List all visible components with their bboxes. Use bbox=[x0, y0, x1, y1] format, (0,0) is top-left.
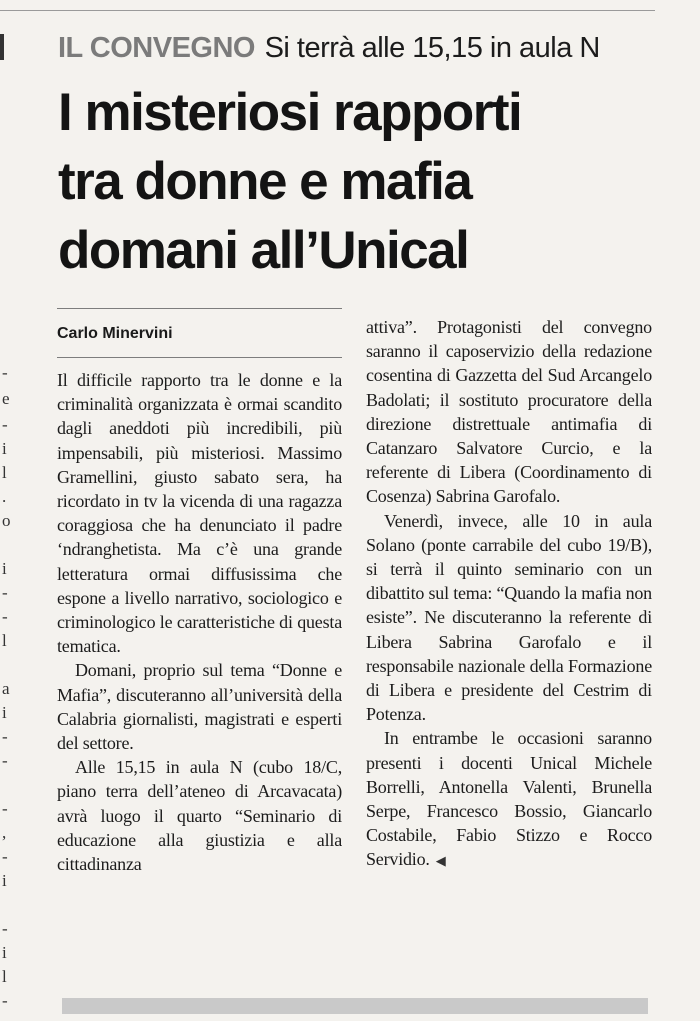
author-rule bbox=[57, 308, 342, 309]
fragment: e bbox=[2, 389, 10, 408]
fragment: l bbox=[2, 463, 7, 482]
bottom-band bbox=[62, 998, 648, 1014]
fragment: i bbox=[2, 559, 7, 578]
article-column-1 bbox=[57, 308, 342, 876]
kicker-subtitle: Si terrà alle 15,15 in aula N bbox=[264, 32, 600, 64]
paragraph-text: In entrambe le occasioni saranno presenti i docenti Unical Michele Borrelli, Antonella Valenti, Brunella Serpe, Francesco Bossio, Giancarlo Costabile, Fabio Stizzo e Rocco Servidio. bbox=[366, 728, 652, 870]
adjacent-column-bar bbox=[0, 34, 4, 60]
fragment: l bbox=[2, 631, 7, 650]
paragraph: Domani, proprio sul tema “Donne e Mafia”, discuteranno all’università della Calabria giornalisti, magistrati e esperti del settore. bbox=[57, 660, 342, 754]
paragraph: Alle 15,15 in aula N (cubo 18/C, piano terra dell’ateneo di Arcavacata) avrà luogo il quarto “Seminario di educazione alla giustizia e alla cittadinanza bbox=[57, 757, 342, 875]
article-column-2 bbox=[366, 315, 652, 874]
paragraph bbox=[366, 726, 652, 873]
fragment: - bbox=[2, 799, 8, 818]
fragment: a bbox=[2, 679, 10, 698]
paragraph: Il difficile rapporto tra le donne e la criminalità organizzata è ormai scandito dagli aneddoti più incredibili, più impensabili, più misteriosi. Massimo Gramellini, giusto sabato sera, ha ricordato in tv la vicenda di una ragazza coraggiosa che ha denunciato il padre ‘ndranghetista. Ma c’è una grande letteratura ormai diffusissima che espone a livello narrativo, sociologico e criminologico le caratteristiche di questa tematica. bbox=[57, 370, 342, 657]
fragment: . bbox=[2, 487, 7, 506]
fragment: i bbox=[2, 703, 7, 722]
fragment: i bbox=[2, 439, 7, 458]
headline-line-3: domani all’Unical bbox=[58, 221, 469, 280]
adjacent-column-fragments bbox=[0, 360, 16, 1020]
fragment: i bbox=[2, 871, 7, 890]
fragment: - bbox=[2, 847, 8, 866]
author-byline: Carlo Minervini bbox=[57, 323, 342, 358]
headline bbox=[58, 78, 658, 285]
fragment: o bbox=[2, 511, 11, 530]
fragment: - bbox=[2, 991, 8, 1010]
fragment: - bbox=[2, 363, 8, 382]
fragment: i bbox=[2, 943, 7, 962]
fragment: - bbox=[2, 919, 8, 938]
paragraph: attiva”. Protagonisti del convegno saranno il caposervizio della redazione cosentina di Gazzetta del Sud Arcangelo Badolati; il sostituto procuratore della direzione distrettuale antimafia di Catanzaro Salvatore Curcio, e la referente di Libera (Coordinamento di Cosenza) Sabrina Garofalo. bbox=[366, 317, 652, 507]
paragraph: Venerdì, invece, alle 10 in aula Solano (ponte carrabile del cubo 19/B), si terrà il quinto seminario con un dibattito sul tema: “Quando la mafia non esiste”. Ne discuteranno la referente di Libera Sabrina Garofalo e il responsabile nazionale della Formazione di Libera e presidente del Cestrim di Potenza. bbox=[366, 510, 652, 725]
headline-line-1: I misteriosi rapporti bbox=[58, 83, 522, 142]
column-1-text bbox=[57, 368, 342, 876]
fragment: l bbox=[2, 967, 7, 986]
fragment: - bbox=[2, 727, 8, 746]
kicker-tag: IL CONVEGNO bbox=[58, 32, 255, 64]
column-2-text bbox=[366, 315, 652, 874]
headline-line-2: tra donne e mafia bbox=[58, 152, 472, 211]
fragment: - bbox=[2, 583, 8, 602]
kicker bbox=[58, 28, 658, 68]
top-rule bbox=[0, 10, 655, 11]
fragment: - bbox=[2, 751, 8, 770]
end-of-article-icon: ◀ bbox=[435, 853, 446, 869]
fragment: - bbox=[2, 607, 8, 626]
fragment: - bbox=[2, 415, 8, 434]
fragment: , bbox=[2, 823, 7, 842]
